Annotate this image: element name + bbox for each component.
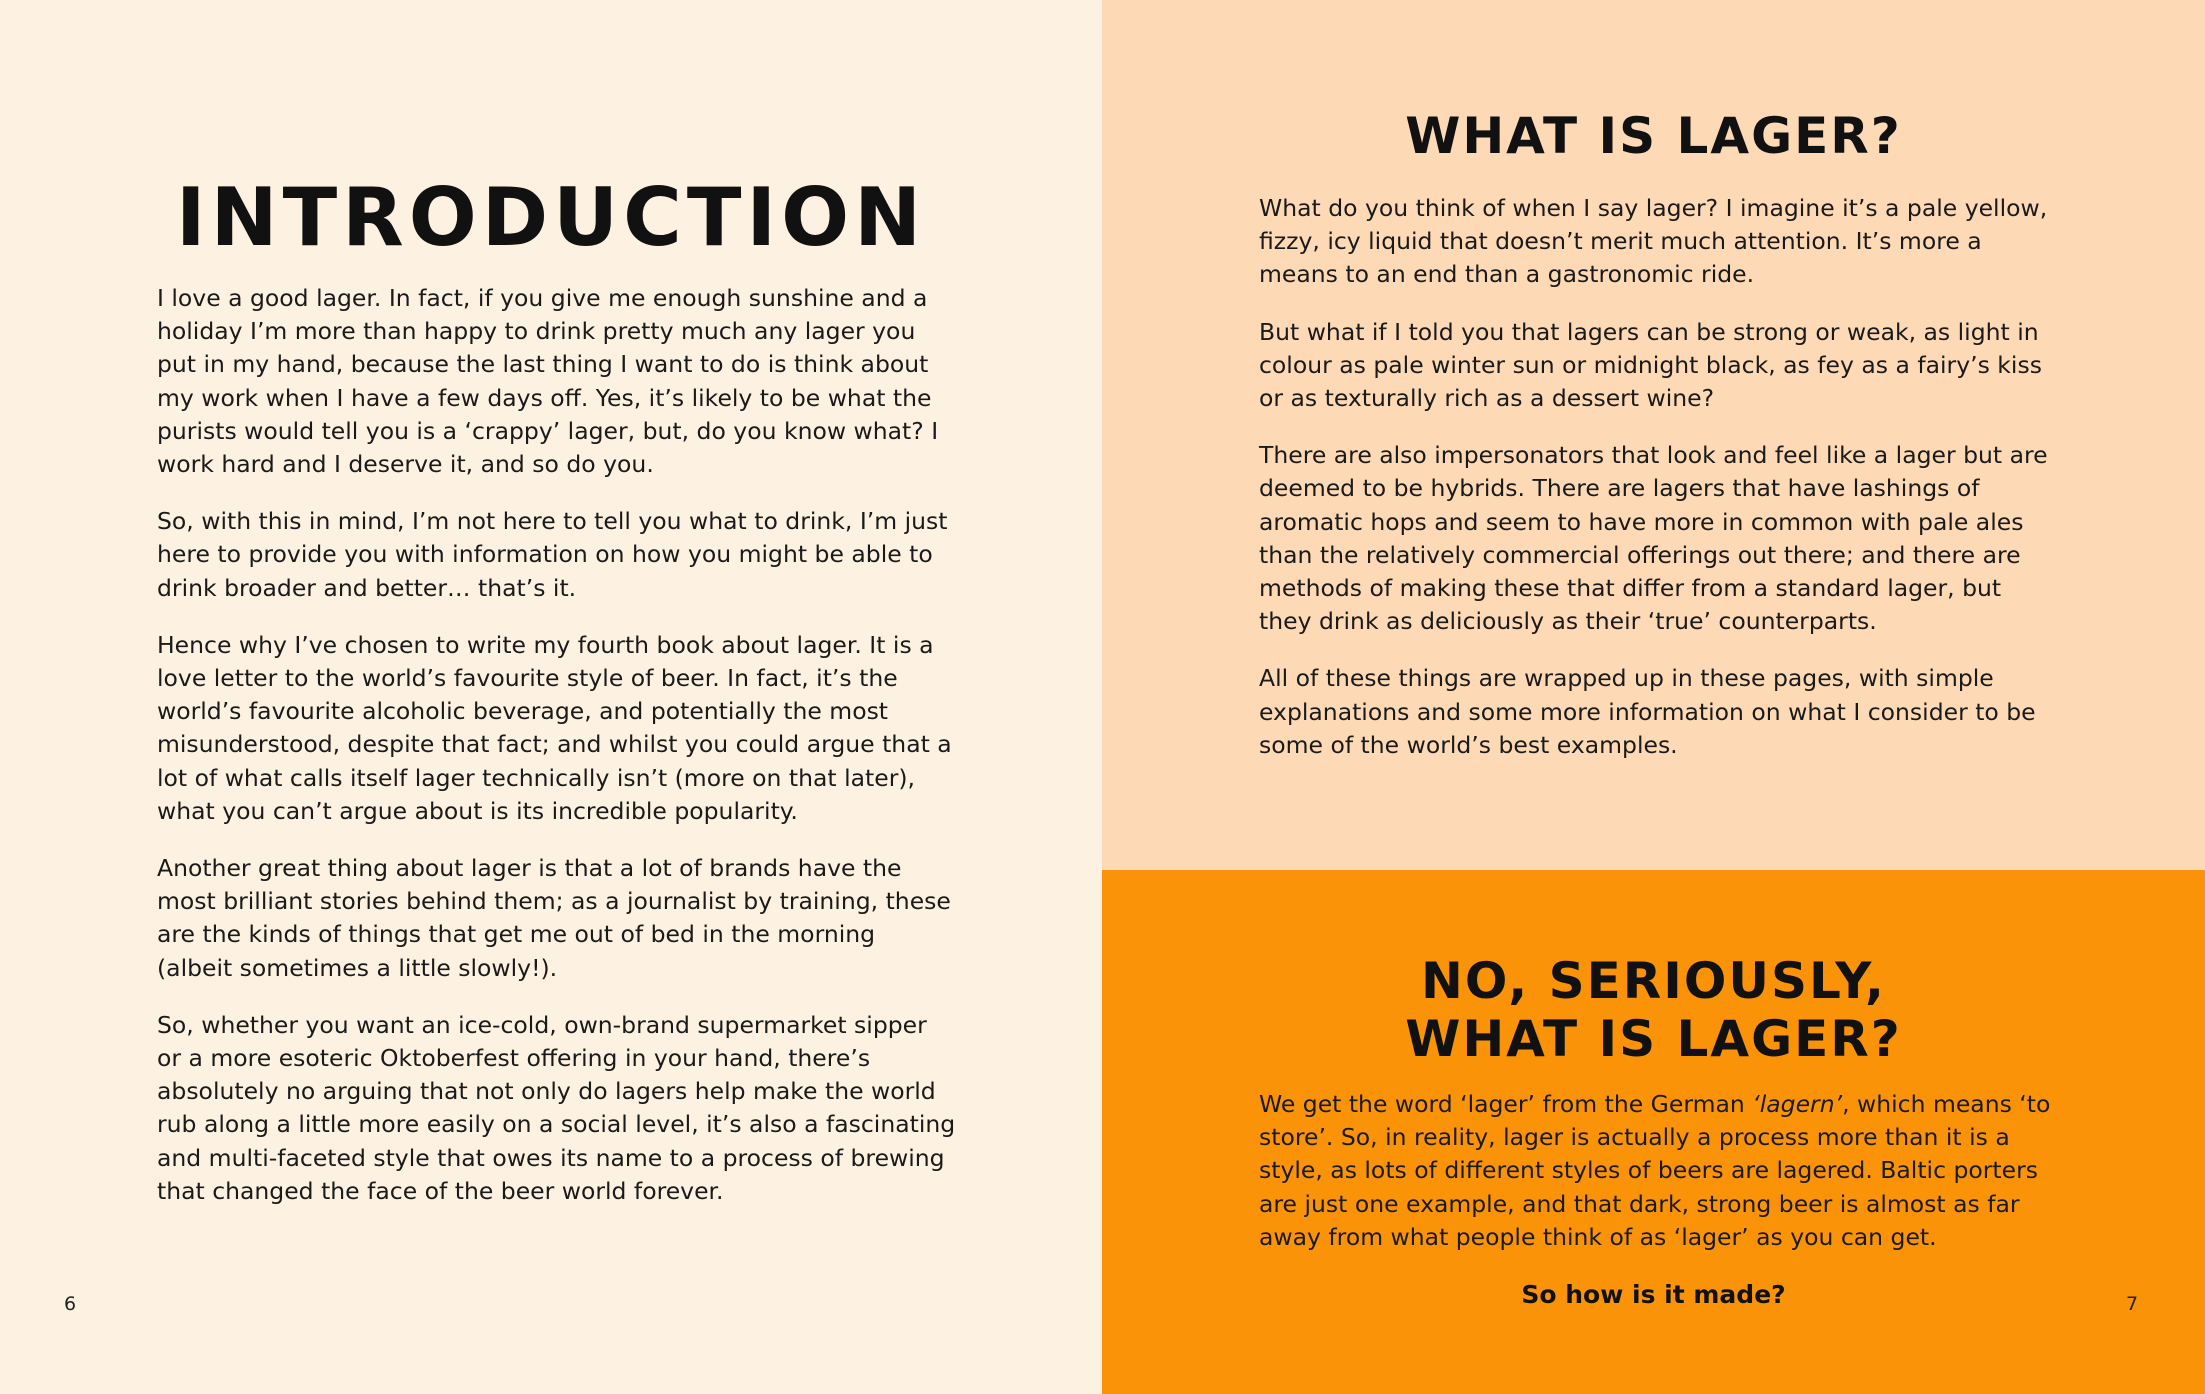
no-seriously-body <box>1259 1088 2059 1254</box>
left-page <box>0 0 1102 1394</box>
no-seriously-heading-line2: WHAT IS LAGER? <box>1405 1010 1902 1068</box>
what-is-lager-heading: WHAT IS LAGER? <box>1405 107 1902 165</box>
introduction-heading: INTRODUCTION <box>175 171 927 264</box>
para-start: We get the word ‘lager’ from the German <box>1259 1090 1753 1118</box>
what-is-lager-section <box>1102 0 2205 870</box>
no-seriously-paragraph <box>1259 1088 2059 1254</box>
lagern-term: ‘lagern’ <box>1752 1090 1843 1118</box>
intro-paragraph: Hence why I’ve chosen to write my fourth book about lager. It is a love letter to the world’s favourite style of beer. In fact, it’s the world’s favourite alcoholic beverage, and potentially the most misunderstood, despite that fact; and whilst you could argue that a lot of what calls itself lager technically isn’t (more on that later), what you can’t argue about is its incredible popularity. <box>157 630 952 825</box>
intro-paragraph: Another great thing about lager is that a lot of brands have the most brilliant stories behind them; as a journalist by training, these are the kinds of things that get me out of bed in the morning (albeit sometimes a little slowly!). <box>157 854 951 982</box>
what-paragraph: All of these things are wrapped up in these pages, with simple explanations and some more information on what I consider to be some of the world’s best examples. <box>1259 664 2036 759</box>
intro-paragraph: I love a good lager. In fact, if you give me enough sunshine and a holiday I’m more than happy to drink pretty much any lager you put in my hand, because the last thing I want to do is think about my work when I have a few days off. Yes, it’s likely to be what the purists would tell you is a ‘crappy’ lager, but, do you know what? I work hard and I deserve it, and so do you. <box>157 284 939 479</box>
introduction-body <box>157 282 957 1232</box>
intro-paragraph: So, whether you want an ice-cold, own-brand supermarket sipper or a more esoteric Oktoberfest offering in your hand, there’s absolutely no arguing that not only do lagers help make the world rub along a little more easily on a social level, it’s also a fascinating and multi-faceted style that owes its name to a process of brewing that changed the face of the beer world forever. <box>157 1010 956 1205</box>
no-seriously-heading <box>1102 952 2205 1068</box>
no-seriously-heading-line1: NO, SERIOUSLY, <box>1420 952 1887 1010</box>
page-number-left: 6 <box>64 1293 77 1315</box>
para-end: , which means ‘to store’. So, in reality, lager is actually a process more than it is a style, as lots of different styles of beers are lagered. Baltic porters are just one example, and that dark, strong beer is almost as far away from what people think of as ‘lager’ as you can get. <box>1259 1090 2051 1251</box>
what-is-lager-body <box>1259 192 2059 786</box>
what-paragraph: There are also impersonators that look and feel like a lager but are deemed to be hybrids. There are lagers that have lashings of aromatic hops and seem to have more in common with pale ales than the relatively commercial offerings out there; and there are methods of making these that differ from a standard lager, but they drink as deliciously as their ‘true’ counterparts. <box>1259 441 2048 636</box>
intro-paragraph: So, with this in mind, I’m not here to tell you what to drink, I’m just here to provide you with information on how you might be able to drink broader and better… that’s it. <box>157 507 948 602</box>
right-page <box>1102 0 2205 1394</box>
what-paragraph: What do you think of when I say lager? I imagine it’s a pale yellow, fizzy, icy liquid that doesn’t merit much attention. It’s more a means to an end than a gastronomic ride. <box>1259 194 2048 289</box>
page-number-right: 7 <box>2126 1293 2139 1315</box>
what-paragraph: But what if I told you that lagers can be strong or weak, as light in colour as pale winter sun or midnight black, as fey as a fairy’s kiss or as texturally rich as a dessert wine? <box>1259 317 2042 413</box>
how-is-it-made-question: So how is it made? <box>1521 1280 1786 1309</box>
